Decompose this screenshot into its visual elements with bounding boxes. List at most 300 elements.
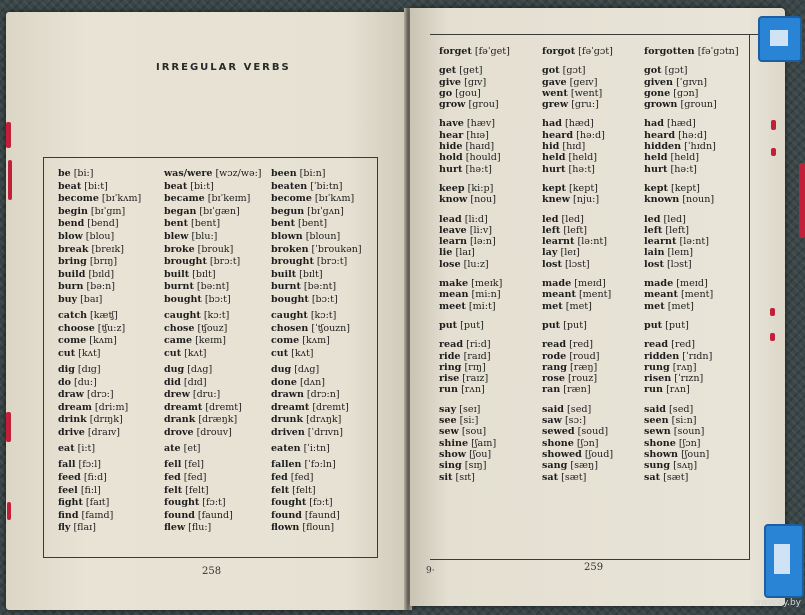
- verb-form-cell: [439, 88, 510, 99]
- verb-word: given: [644, 76, 674, 88]
- verb-word: brought: [164, 256, 207, 268]
- verb-form-cell: [542, 88, 613, 99]
- verb-transcription: [lu:z]: [460, 258, 489, 270]
- verb-word: felt: [271, 484, 290, 496]
- verb-word: go: [439, 87, 453, 99]
- verb-word: cut: [271, 347, 289, 359]
- verb-word: do: [58, 376, 71, 388]
- verb-word: ring: [439, 361, 462, 373]
- verb-form-cell: [58, 181, 141, 194]
- verb-transcription: [dræŋk]: [195, 414, 238, 426]
- verb-form-cell: [164, 348, 261, 361]
- verb-form-cell: [164, 402, 261, 415]
- verb-form-cell: [439, 415, 510, 426]
- verb-transcription: [hə:d]: [573, 129, 605, 141]
- verb-transcription: [raɪd]: [460, 350, 491, 362]
- verb-form-cell: [271, 389, 362, 402]
- verb-transcription: [ʃɔn]: [573, 437, 599, 449]
- verb-form-cell: [271, 281, 362, 294]
- verb-word: drove: [164, 427, 194, 439]
- verb-transcription: [hɪə]: [463, 129, 489, 141]
- verb-form-cell: [164, 414, 261, 427]
- verb-word: drank: [164, 414, 196, 426]
- verb-transcription: [put]: [457, 319, 484, 331]
- verb-word: sewn: [644, 426, 671, 438]
- verb-transcription: [ˈi:tn]: [300, 443, 330, 455]
- verb-transcription: [et]: [180, 443, 201, 455]
- verb-transcription: [haɪd]: [462, 141, 495, 153]
- verb-form-cell: [271, 193, 362, 206]
- verb-form-cell: [164, 323, 261, 336]
- verb-transcription: [fed]: [287, 472, 314, 484]
- verb-word: forget: [439, 46, 472, 57]
- verb-word: shone: [644, 437, 676, 449]
- verb-form-cell: [164, 181, 261, 194]
- verb-transcription: [hə:d]: [675, 129, 707, 141]
- left-column-past: [164, 168, 261, 535]
- verb-word: forgotten: [644, 46, 695, 57]
- verb-form-cell: [164, 377, 261, 390]
- verb-transcription: [blu:]: [188, 230, 218, 242]
- verb-form-cell: [644, 236, 739, 247]
- verb-form-cell: [644, 438, 739, 449]
- verb-transcription: [drɔ:]: [83, 389, 114, 401]
- verb-word: burnt: [271, 281, 301, 293]
- verb-form-cell: [439, 236, 510, 247]
- verb-transcription: [bent]: [187, 218, 221, 230]
- verb-transcription: [keɪm]: [192, 335, 226, 347]
- verb-form-cell: [439, 141, 510, 152]
- verb-form-cell: [58, 497, 141, 510]
- verb-transcription: [sɔ:]: [561, 415, 586, 427]
- verb-word: give: [439, 76, 462, 88]
- verb-form-cell: [542, 99, 613, 110]
- verb-transcription: [si:n]: [668, 415, 697, 427]
- verb-form-cell: [271, 497, 362, 510]
- verb-form-cell: [58, 206, 141, 219]
- verb-transcription: [sæt]: [558, 471, 587, 483]
- verb-transcription: [leɪ]: [557, 247, 580, 259]
- table-bottom-rule: [430, 559, 750, 560]
- verb-form-cell: [58, 269, 141, 282]
- verb-transcription: [dri:m]: [91, 401, 129, 413]
- verb-word: sew: [439, 426, 459, 438]
- verb-form-cell: [164, 443, 261, 456]
- verb-form-cell: [271, 402, 362, 415]
- verb-form-cell: [58, 231, 141, 244]
- verb-word: sing: [439, 460, 462, 472]
- verb-transcription: [ri:d]: [463, 339, 491, 351]
- verb-word: fed: [271, 472, 288, 484]
- verb-word: keep: [439, 182, 465, 194]
- verb-transcription: [bi:n]: [296, 168, 326, 179]
- verb-word: draw: [58, 389, 84, 401]
- verb-form-cell: [58, 443, 141, 456]
- verb-form-cell: [164, 206, 261, 219]
- verb-form-cell: [439, 247, 510, 258]
- verb-form-cell: [542, 194, 613, 205]
- verb-word: built: [164, 268, 190, 280]
- verb-form-cell: [58, 472, 141, 485]
- thread-stitch: [771, 120, 776, 130]
- verb-form-cell: [644, 259, 739, 270]
- verb-transcription: [bend]: [84, 218, 119, 230]
- verb-transcription: [bɪlt]: [189, 268, 216, 280]
- verb-word: beat: [164, 180, 188, 192]
- verb-form-cell: [439, 404, 510, 415]
- verb-transcription: [bɪˈkeɪm]: [204, 193, 251, 205]
- verb-word: kept: [644, 182, 668, 194]
- verb-word: shine: [439, 437, 469, 449]
- verb-form-cell: [644, 130, 739, 141]
- verb-transcription: [held]: [667, 152, 700, 164]
- verb-form-cell: [58, 364, 141, 377]
- verb-transcription: [ʃou]: [466, 448, 492, 460]
- verb-form-cell: [271, 348, 362, 361]
- verb-word: bought: [164, 293, 202, 305]
- verb-word: bent: [271, 218, 295, 230]
- verb-transcription: [kept]: [565, 182, 598, 194]
- verb-transcription: [gru:]: [568, 99, 599, 111]
- verb-transcription: [lɔst]: [561, 258, 590, 270]
- verb-transcription: [bɪld]: [85, 268, 115, 280]
- thread-stitch: [770, 308, 775, 316]
- verb-word: broken: [271, 243, 309, 255]
- verb-transcription: [faund]: [301, 509, 340, 521]
- verb-transcription: [bə:n]: [83, 281, 115, 293]
- verb-form-cell: [542, 236, 613, 247]
- verb-word: put: [644, 319, 663, 331]
- clip-hole: [774, 544, 790, 574]
- verb-transcription: [dʌn]: [296, 376, 325, 388]
- verb-word: known: [644, 194, 680, 206]
- verb-form-cell: [644, 278, 739, 289]
- verb-word: saw: [542, 415, 562, 427]
- verb-transcription: [noun]: [679, 194, 715, 206]
- verb-transcription: [hə:t]: [565, 163, 595, 175]
- verb-transcription: [grou]: [465, 99, 499, 111]
- verb-form-cell: [542, 339, 613, 350]
- verb-word: grew: [542, 99, 569, 111]
- verb-transcription: [drɔ:n]: [303, 389, 340, 401]
- verb-transcription: [hæv]: [463, 118, 496, 130]
- verb-word: rung: [644, 361, 670, 373]
- verb-word: lead: [439, 213, 462, 225]
- verb-transcription: [fi:l]: [77, 484, 101, 496]
- verb-word: bent: [164, 218, 188, 230]
- verb-transcription: [kʌm]: [86, 335, 117, 347]
- verb-form-cell: [644, 351, 739, 362]
- verb-word: lose: [439, 258, 461, 270]
- verb-form-cell: [58, 335, 141, 348]
- verb-transcription: [rʌn]: [458, 384, 485, 396]
- verb-word: sat: [542, 471, 559, 483]
- verb-transcription: [brɔ:t]: [313, 256, 348, 268]
- verb-transcription: [ræŋ]: [566, 361, 598, 373]
- verb-form-cell: [271, 244, 362, 257]
- verb-form-cell: [644, 214, 739, 225]
- verb-word: hide: [439, 141, 463, 153]
- verb-form-cell: [271, 459, 362, 472]
- verb-form-cell: [58, 389, 141, 402]
- verb-word: fought: [271, 497, 307, 509]
- verb-transcription: [ˈbroukən]: [308, 243, 362, 255]
- verb-word: shone: [542, 437, 574, 449]
- verb-word: begun: [271, 205, 305, 217]
- verb-transcription: [rouz]: [564, 373, 598, 385]
- thread-stitch: [8, 160, 12, 200]
- verb-transcription: [bɔ:t]: [201, 293, 231, 305]
- verb-form-cell: [164, 485, 261, 498]
- verb-word: hidden: [644, 141, 682, 153]
- verb-word: seen: [644, 415, 669, 427]
- verb-form-cell: [58, 414, 141, 427]
- verb-form-cell: [542, 449, 613, 460]
- verb-form-cell: [644, 404, 739, 415]
- thread-stitch: [799, 163, 805, 238]
- verb-word: lay: [542, 247, 558, 259]
- verb-transcription: [du:]: [70, 376, 97, 388]
- verb-form-cell: [542, 320, 613, 331]
- verb-transcription: [nou]: [467, 194, 496, 206]
- verb-word: beaten: [271, 180, 308, 192]
- verb-transcription: [bɪˈgɪn]: [87, 205, 126, 217]
- verb-transcription: [breɪk]: [88, 243, 124, 255]
- verb-transcription: [red]: [668, 339, 696, 351]
- verb-word: drive: [58, 427, 85, 439]
- verb-form-cell: [439, 320, 510, 331]
- verb-form-cell: [164, 244, 261, 257]
- verb-transcription: [sæt]: [660, 471, 689, 483]
- verb-word: became: [164, 193, 205, 205]
- verb-form-cell: [439, 472, 510, 483]
- verb-transcription: [bloun]: [302, 230, 341, 242]
- verb-word: held: [542, 152, 566, 164]
- verb-form-cell: [164, 231, 261, 244]
- verb-transcription: [met]: [664, 300, 694, 312]
- verb-word: heard: [644, 129, 676, 141]
- verb-form-cell: [439, 460, 510, 471]
- verb-transcription: [left]: [662, 224, 689, 236]
- verb-form-cell: [164, 459, 261, 472]
- verb-transcription: [ki:p]: [464, 182, 494, 194]
- verb-form-cell: [542, 130, 613, 141]
- verb-form-cell: [644, 426, 739, 437]
- verb-transcription: [ʃoun]: [678, 448, 710, 460]
- verb-transcription: [ˈrɪzn]: [671, 373, 704, 385]
- verb-form-cell: [644, 183, 739, 194]
- verb-transcription: [bɪˈkʌm]: [98, 193, 142, 205]
- verb-form-cell: [439, 259, 510, 270]
- verb-transcription: [ˈʧouzn]: [308, 322, 351, 334]
- verb-word: grow: [439, 99, 466, 111]
- verb-word: cut: [164, 347, 182, 359]
- verb-word: run: [644, 384, 664, 396]
- verb-transcription: [raɪz]: [459, 373, 489, 385]
- verb-word: chosen: [271, 322, 309, 334]
- verb-transcription: [soud]: [574, 426, 609, 438]
- verb-form-cell: [644, 289, 739, 300]
- verb-word: made: [542, 278, 572, 290]
- verb-form-cell: [164, 193, 261, 206]
- verb-form-cell: [542, 426, 613, 437]
- verb-form-cell: [439, 289, 510, 300]
- verb-word: begin: [58, 205, 88, 217]
- verb-word: found: [271, 509, 302, 521]
- verb-word: become: [58, 193, 99, 205]
- verb-form-cell: [644, 46, 739, 57]
- verb-transcription: [hould]: [462, 152, 501, 164]
- verb-transcription: [laɪ]: [452, 247, 475, 259]
- verb-transcription: [nju:]: [570, 194, 600, 206]
- verb-transcription: [flu:]: [185, 522, 212, 534]
- verb-transcription: [fəˈgɔt]: [575, 46, 613, 57]
- verb-form-cell: [271, 364, 362, 377]
- verb-transcription: [drɪŋk]: [86, 414, 123, 426]
- verb-form-cell: [542, 214, 613, 225]
- verb-transcription: [mi:t]: [465, 300, 496, 312]
- verb-word: shown: [644, 448, 679, 460]
- verb-word: broke: [164, 243, 195, 255]
- verb-form-cell: [271, 510, 362, 523]
- verb-form-cell: [439, 194, 510, 205]
- verb-form-cell: [439, 438, 510, 449]
- verb-transcription: [ʧouz]: [194, 322, 228, 334]
- verb-form-cell: [542, 152, 613, 163]
- verb-transcription: [felt]: [182, 484, 209, 496]
- verb-form-cell: [439, 278, 510, 289]
- verb-transcription: [gɪv]: [461, 76, 487, 88]
- verb-form-cell: [164, 364, 261, 377]
- verb-form-cell: [542, 278, 613, 289]
- verb-form-cell: [644, 164, 739, 175]
- verb-word: ate: [164, 443, 181, 455]
- verb-form-cell: [439, 130, 510, 141]
- verb-transcription: [hæd]: [561, 118, 594, 130]
- watermark-text: www.ay.by: [753, 598, 801, 608]
- verb-form-cell: [439, 351, 510, 362]
- verb-word: meant: [644, 289, 678, 301]
- verb-transcription: [meɪd]: [673, 278, 708, 290]
- verb-word: lost: [644, 258, 664, 270]
- verb-transcription: [ˈdrɪvn]: [304, 427, 343, 439]
- verb-transcription: [faund]: [194, 509, 233, 521]
- verb-transcription: [ʧu:z]: [94, 322, 126, 334]
- verb-transcription: [bi:t]: [81, 180, 108, 192]
- verb-word: sit: [439, 471, 453, 483]
- verb-word: heard: [542, 129, 574, 141]
- verb-form-cell: [542, 415, 613, 426]
- verb-form-cell: [542, 384, 613, 395]
- verb-word: went: [542, 87, 568, 99]
- verb-word: hurt: [644, 163, 668, 175]
- verb-word: learn: [439, 236, 467, 248]
- verb-form-cell: [644, 65, 739, 76]
- verb-form-cell: [164, 427, 261, 440]
- verb-transcription: [meɪk]: [468, 278, 503, 290]
- verb-word: show: [439, 448, 467, 460]
- verb-form-cell: [542, 472, 613, 483]
- verb-form-cell: [439, 339, 510, 350]
- verb-transcription: [ˈfɔ:ln]: [301, 459, 336, 471]
- verb-form-cell: [542, 460, 613, 471]
- verb-form-cell: [164, 218, 261, 231]
- verb-word: fought: [164, 497, 200, 509]
- verb-word: showed: [542, 448, 582, 460]
- verb-form-cell: [58, 323, 141, 336]
- verb-word: said: [542, 403, 564, 415]
- verb-word: choose: [58, 322, 95, 334]
- verb-form-cell: [58, 522, 141, 535]
- verb-form-cell: [542, 65, 613, 76]
- verb-word: chose: [164, 322, 195, 334]
- verb-word: burnt: [164, 281, 194, 293]
- verb-form-cell: [644, 384, 739, 395]
- verb-word: eaten: [271, 443, 301, 455]
- verb-form-cell: [271, 335, 362, 348]
- verb-word: say: [439, 403, 457, 415]
- thread-stitch: [6, 412, 11, 442]
- verb-form-cell: [164, 497, 261, 510]
- verb-word: held: [644, 152, 668, 164]
- verb-form-cell: [164, 510, 261, 523]
- verb-word: break: [58, 243, 89, 255]
- verb-form-cell: [542, 46, 613, 57]
- verb-word: burn: [58, 281, 84, 293]
- verb-transcription: [kæʧ]: [87, 310, 118, 322]
- verb-form-cell: [439, 77, 510, 88]
- verb-form-cell: [439, 118, 510, 129]
- verb-transcription: [wɔz/wə:]: [212, 168, 262, 179]
- verb-form-cell: [271, 377, 362, 390]
- verb-word: rise: [439, 373, 460, 385]
- verb-transcription: [fi:d]: [80, 472, 107, 484]
- verb-form-cell: [58, 281, 141, 294]
- verb-transcription: [sou]: [458, 426, 487, 438]
- verb-transcription: [baɪ]: [77, 293, 103, 305]
- verb-form-cell: [439, 362, 510, 373]
- verb-word: build: [58, 268, 86, 280]
- verb-word: lost: [542, 258, 562, 270]
- verb-form-cell: [271, 231, 362, 244]
- table-top-rule: [430, 34, 770, 35]
- verb-transcription: [leɪn]: [664, 247, 694, 259]
- verb-word: rode: [542, 350, 567, 362]
- thread-stitch: [7, 502, 11, 520]
- verb-word: met: [542, 300, 563, 312]
- verb-word: ridden: [644, 350, 680, 362]
- verb-transcription: [blou]: [82, 230, 115, 242]
- verb-word: sewed: [542, 426, 575, 438]
- verb-word: found: [164, 509, 195, 521]
- verb-word: learnt: [542, 236, 575, 248]
- verb-transcription: [red]: [566, 339, 594, 351]
- verb-word: dug: [271, 364, 292, 376]
- verb-transcription: [fɔ:t]: [306, 497, 333, 509]
- verb-transcription: [lə:n]: [467, 236, 496, 248]
- verb-transcription: [hɪd]: [559, 141, 586, 153]
- clip-hole: [770, 30, 788, 46]
- verb-transcription: [ˈgɪvn]: [673, 76, 707, 88]
- verb-form-cell: [164, 294, 261, 307]
- verb-word: drunk: [271, 414, 304, 426]
- verb-form-cell: [58, 427, 141, 440]
- verb-word: drink: [58, 414, 87, 426]
- verb-transcription: [ʃɔn]: [675, 437, 701, 449]
- verb-transcription: [draɪv]: [84, 427, 120, 439]
- verb-word: lain: [644, 247, 665, 259]
- verb-transcription: [soun]: [670, 426, 705, 438]
